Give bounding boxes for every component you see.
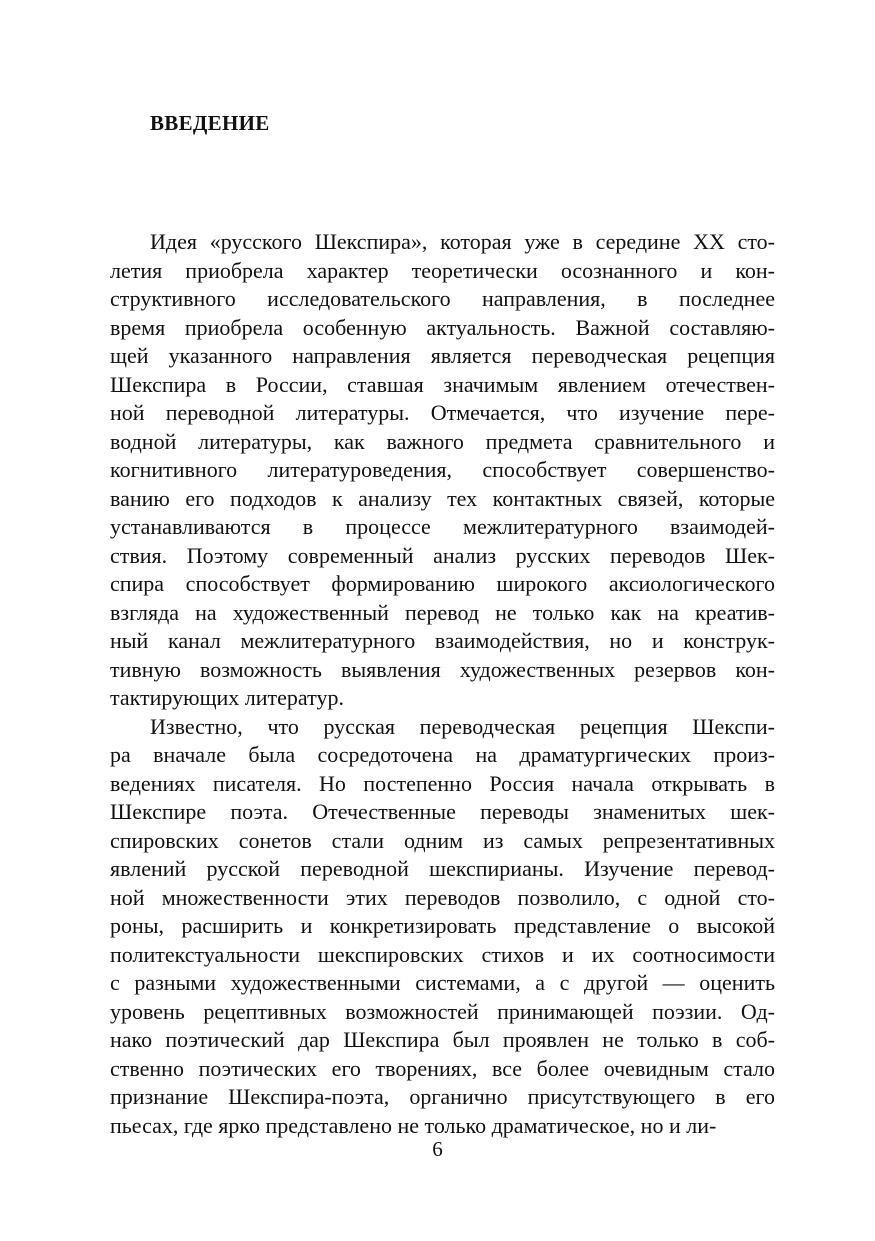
text-line: ра вначале была сосредоточена на драматургических произ- bbox=[110, 742, 775, 767]
text-line: явлений русской переводной шекспирианы. Изучение перевод- bbox=[110, 856, 775, 881]
text-line: тактирующих литератур. bbox=[110, 685, 344, 710]
text-line: взгляда на художественный перевод не только как на креатив- bbox=[110, 599, 775, 625]
paragraph bbox=[110, 713, 775, 1141]
text-line: с разными художественными системами, а с другой — оценить bbox=[110, 970, 775, 995]
text-line: ный канал межлитературного взаимодействия, но и конструк- bbox=[110, 628, 775, 653]
text-line: политекстуальности шекспировских стихов и их соотносимости bbox=[110, 941, 775, 967]
text-line: летия приобрела характер теоретически осознанного и кон- bbox=[110, 257, 775, 283]
text-line: уровень рецептивных возможностей принимающей поэзии. Од- bbox=[110, 998, 775, 1024]
text-line: ванию его подходов к анализу тех контактных связей, которые bbox=[110, 485, 775, 511]
text-line: спира способствует формированию широкого аксиологического bbox=[110, 571, 775, 596]
text-line: ственно поэтических его творениях, все более очевидным стало bbox=[110, 1055, 775, 1081]
text-line: структивного исследовательского направления, в последнее bbox=[110, 286, 775, 311]
text-line: Шекспире поэта. Отечественные переводы знаменитых шек- bbox=[110, 799, 775, 824]
text-line: время приобрела особенную актуальность. Важной составляю- bbox=[110, 314, 775, 340]
text-line: нако поэтический дар Шекспира был проявлен не только в соб- bbox=[110, 1027, 775, 1052]
text-line: устанавливаются в процессе межлитературного взаимодей- bbox=[110, 514, 775, 539]
text-line: водной литературы, как важного предмета сравнительного и bbox=[110, 428, 775, 454]
text-line: когнитивного литературоведения, способствует совершенство- bbox=[110, 457, 775, 482]
page-number: 6 bbox=[432, 1137, 443, 1161]
text-line: щей указанного направления является переводческая рецепция bbox=[110, 343, 775, 368]
text-line: спировских сонетов стали одним из самых репрезентативных bbox=[110, 827, 775, 853]
text-line: роны, расширить и конкретизировать представление о высокой bbox=[110, 913, 775, 938]
text-line: тивную возможность выявления художественных резервов кон- bbox=[110, 656, 775, 682]
paragraph bbox=[110, 228, 775, 713]
text-line: ствия. Поэтому современный анализ русских переводов Шек- bbox=[110, 542, 775, 568]
text-line: Идея «русского Шекспира», которая уже в середине XX сто- bbox=[150, 229, 775, 254]
text-line: Известно, что русская переводческая рецепция Шекспи- bbox=[150, 713, 775, 739]
text-line: ной переводной литературы. Отмечается, что изучение пере- bbox=[110, 400, 775, 425]
body-text bbox=[110, 228, 775, 1140]
text-line: признание Шекспира-поэта, органично присутствующего в его bbox=[110, 1084, 775, 1109]
text-line: Шекспира в России, ставшая значимым явлением отечествен- bbox=[110, 371, 775, 397]
text-line: ведениях писателя. Но постепенно Россия начала открывать в bbox=[110, 770, 775, 796]
section-heading: ВВЕДЕНИЕ bbox=[150, 111, 270, 135]
text-line: пьесах, где ярко представлено не только драматическое, но и ли- bbox=[110, 1112, 717, 1138]
text-line: ной множественности этих переводов позволило, с одной сто- bbox=[110, 884, 775, 910]
